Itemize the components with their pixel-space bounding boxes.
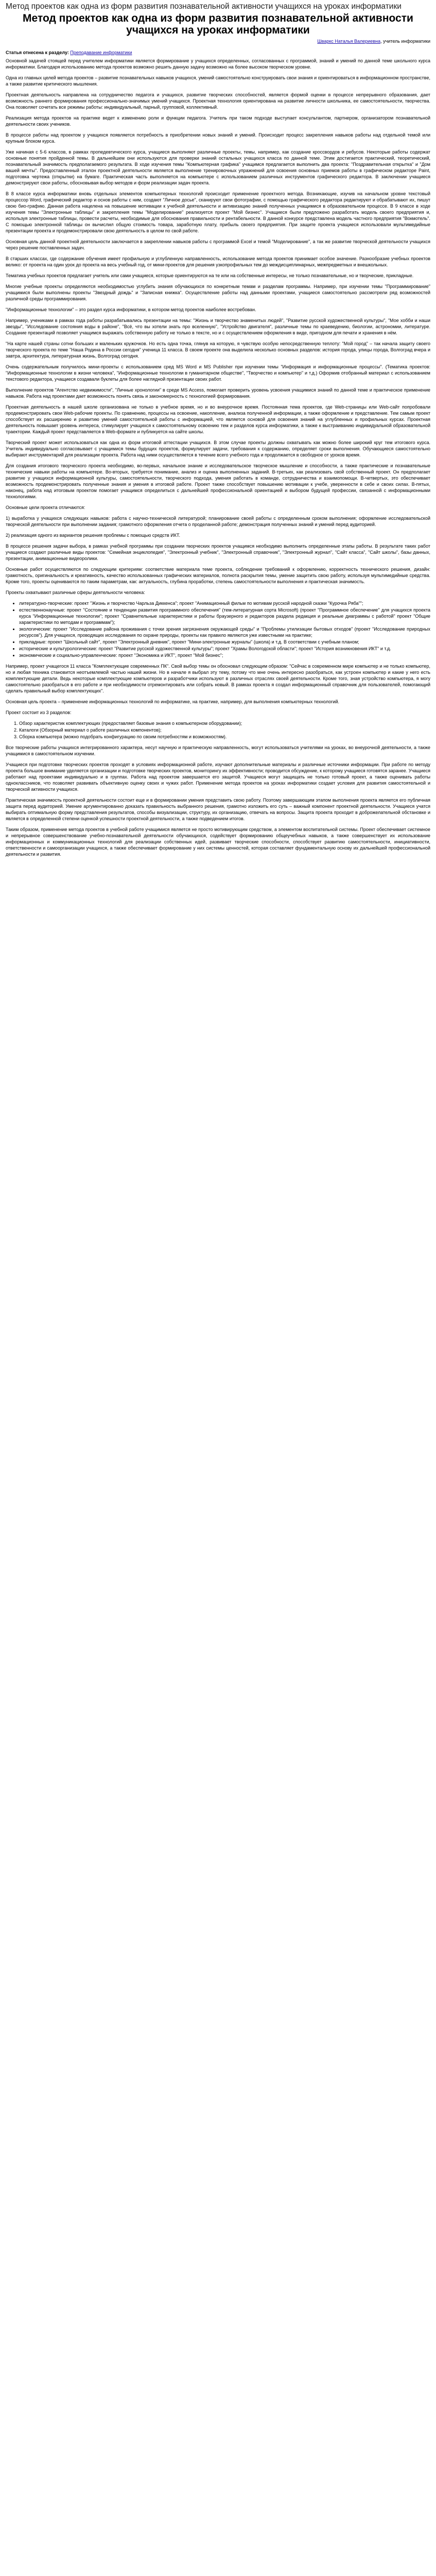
paragraph: Например, учениками в рамках года работы разрабатывались презентации на темы: "Жизнь и творчество знаменитых людей", "Развитие русской художественной культуры", "Мое хобби и наши звезды", "Исследование состояния воды в районе", "Всё, что вы хотели знать про вселенную", "Устройство двигателя", различные темы по краеведению, биологии, астрономии, литературе. Создание презентаций позволяет учащимся выражать собственную работу не только в тексте, но и с осуществлением оформления в виде, пригодном для печати и хранения в нём. — [6, 318, 430, 335]
paragraph: Практическая значимость проектной деятельности состоит еще и в формировании умения представить свою работу. Поэтому завершающим этапом выполнения проекта является его публичная защита перед аудиторией. Умение аргументированно доказать правильность выбранного решения, грамотно изложить его суть – важный компонент проектной деятельности. Учащиеся учатся выбирать оптимальную форму представления результатов, способы визуализации, структуру, их организацию, отвечать на вопросы. Защита проекта проходит в доброжелательной обстановке и является в определенной степени оценкой успешности проектной деятельности, а также подведением итогов. — [6, 798, 430, 821]
list-item: 2. Каталоги (Обзорный материал о работе различных компонентов); — [19, 727, 430, 733]
paragraph: Проектная деятельность в нашей школе организована не только в учебное время, но и во внеурочное время. Постоянная тема проектов, где Web-страницы или Web-сайт попробовали продемонстрировать свои Web-рабочие проекты. По сравнению, процессы на освоение, накопление, анализа полученной информации, а также оформление и представление. Тем самым проект способствует их расширению и развитию умений самостоятельной работы с информацией, что является основой для освоения знаний на углубленных и профильных курсах. Проектная деятельность повышает уровень интереса, стимулирует учащихся к самостоятельному освоению тем и разделов курса информатики, а также к выстраиванию индивидуальной образовательной траектории. Каждый проект представляется в Web-формате и публикуется на сайте школы. — [6, 404, 430, 434]
project-types-list — [6, 600, 430, 658]
paragraph: Таким образом, применение метода проектов в учебной работе учащимися является не просто мотивирующим средством, а элементом воспитательной системы. Проект обеспечивает системное и непрерывное совершенствование учебно-познавательной деятельности обучающихся, содействует формированию общеучебных навыков, а также совершенствует их использование информационных и коммуникационных технологий для реализации собственных идей, развивает творческие способности, способствует развитию самостоятельности, инициативности, ответственности и самоорганизации учащихся, а также обеспечивает формирование у них системы ценностей, которая составляет фундаментальную основу их дальнейшей профессиональной деятельности и развития. — [6, 827, 430, 857]
list-item: • литературно-творческие: проект "Жизнь и творчество Чарльза Диккенса"; проект "Анимационный фильм по мотивам русской народной сказки "Курочка Ряба""; — [19, 600, 430, 606]
paragraph: Одна из главных целей метода проектов – развитие познавательных навыков учащихся, умений самостоятельно конструировать свои знания и ориентироваться в информационном пространстве, а также развитие критического мышления. — [6, 75, 430, 87]
paragraph: В процессе решения задачи выбора, в рамках учебной программы при создании творческих проектов учащимся необходимо выполнить определенные этапы работы. В результате таких работ учащиеся создают различные виды проектов: "Семейная энциклопедия", "Электронный учебник", "Электронный справочник", "Электронный журнал", "Сайт класса", "Сайт школы", базы данных, презентации, анимационные видеоролики. — [6, 544, 430, 561]
author-line — [6, 38, 430, 44]
project-sections-list — [6, 720, 430, 740]
paragraph: 2) реализация одного из вариантов решения проблемы с помощью средств ИКТ. — [6, 533, 181, 538]
paragraph: Тематика учебных проектов предлагает учитель или сами учащиеся, которые ориентируются на те или на собственные интересы, не только познавательные, но и творческие, прикладные. — [6, 273, 414, 278]
paragraph: В старших классах, где содержание обучения имеет профильную и углубленную направленность, использование метода проектов принимает особое значение. Разнообразие учебных проектов велико: от проекта на один урок до проекта на весь учебный год, от мини-проектов для решения узкопрофильных тем до междисциплинарных, межпредметных и внешкольных. — [6, 256, 430, 267]
paragraph: Выполнение проектов "Агентство недвижимости", "Личные хронологии" в среде MS Access, помогает проверить уровень усвоения учащимися знаний по данной теме и практическое применение навыков. Работа над проектами дает возможность понять связь и закономерность с технологией формирования. — [6, 387, 430, 399]
paragraph: Уже начиная с 5-6 классов, в рамках пропедевтического курса, учащиеся выполняют различные проекты, темы, например, как создание кроссвордов и ребусов. Некоторые работы содержат основные понятия пройденной темы. В дальнейшем они используются для проверки знаний остальных учащихся класса по данной теме. Этим достигается практический, теоретический, познавательный значимость предполагаемого результата. В ходе изучения темы "Компьютерная графика" учащимся предлагается выполнить два проекта: "Поздравительная открытка" и "Дом вашей мечты". Предоставленный эталон проектной деятельности является выполнение тренировочных упражнений для освоения основных приемов работы в графическом редакторе Paint, подготовка чертежа (открытки) на бумаге. Практическая часть выполняется на компьютере с использованием различных инструментов графического редактора. В заключении учащиеся демонстрируют свои работы, обосновывая выбор методов и форм реализации задач проекта. — [6, 149, 430, 185]
paragraph: Основной задачей стоящей перед учителем информатики является формирование у учащихся определенных, согласованных с программой, знаний и умений по данной теме школьного курса информатики. Благодаря использованию метода проектов возможно решить данную задачу возможно на более высоком творческом уровне. — [6, 58, 430, 70]
article-title: Метод проектов как одна из форм развития познавательной активности учащихся на уроках информатики — [23, 12, 413, 36]
author-name-link[interactable]: Шваркс Наталья Валериевна — [317, 39, 381, 44]
paragraph: Многие учебные проекты определяются необходимостью углубить знания обучающихся по конкретным темам и разделам программы. Например, при изучении темы "Программирование" учащимися были выполнены проекты "Звездный дождь" и "Записная книжка". Осуществление работы над данными проектами, учащиеся самостоятельно рассмотрели ряд возможностей различной среды программирования. — [6, 284, 430, 301]
list-item: • экономические и социально-управленческие: проект "Экономика и ИКТ", проект "Мой бизнес"; — [19, 652, 430, 658]
paragraph: Например, проект учащегося 11 класса "Комплектующие современных ПК". Свой выбор темы он обосновал следующим образом: "Сейчас в современном мире компьютер и не только компьютер, но и любая техника становится неотъемлемой частью нашей жизни. Но в начале я выбрал эту тему, потому что мне очень интересно разобраться, как устроен компьютер и какие у него есть комплектующие детали. Ведь некоторые комплектующие компьютеров и разработчики используют в различных отраслях своей деятельности. Кроме того, зная устройство компьютера, я могу самостоятельно разобраться в его работе и при необходимости отремонтировать или собрать новый. В рамках проекта я создал информационный справочник для пользователей, помогающий сделать правильный выбор комплектующих". — [6, 664, 430, 693]
paragraph: "Информационные технологии" – это раздел курса информатики, в котором метод проектов наиболее востребован. — [6, 307, 256, 312]
paragraph: Основная цель данной проектной деятельности заключается в закреплении навыков работы с программой Excel и темой "Моделирование", а так же развитие творческой деятельности учащихся через решение поставленных задач. — [6, 239, 430, 250]
paragraph: Для создания итогового творческого проекта необходимо, во-первых, начальное знание и исследовательское творческое мышление и способности, а также практические и познавательные технические навыки работы на компьютере. Во-вторых, требуется понимание, анализ и оценка выполненных заданий. В-третьих, как реализовать свой собственный проект. Он предполагает развитие у учащихся информационной культуры, самостоятельности, творческого подхода, умения работать в команде, сотрудничества и взаимопомощи. В-четвертых, это обеспечивает возможность продемонстрировать полученные знания и умения в итоговой работе. Проект также способствует повышению мотивации к учебе, уверенности в себе и своих силах. В-пятых, наконец, работа над итоговым проектом помогает учащимся определиться с дальнейшей профессиональной ориентацией и выбором будущей профессии, связанной с информационными технологиями. — [6, 463, 430, 499]
paragraph: Проект состоит из 3 разделов: — [6, 710, 72, 715]
paragraph: Учащиеся при подготовке творческих проектов проходят в условиях информационной работе, изучают дополнительные материалы и различные источники информации. При работе по методу проекта большое внимание уделяется организации и подготовке творческих проектов, мониторингу их эффективности; проводится обсуждение, к которому учащиеся готовятся заранее. Учащиеся работают над проектами индивидуально и в группах. Работа над проектом завершается его защитой. Учащиеся могут защищать не только готовый проект, а также оценивать работы одноклассников, что позволяет развивать объективную оценку своих и чужих работ. Применение метода проектов на уроках информатики создает условия для развития самостоятельной и творческой активности учащихся. — [6, 762, 430, 792]
paragraph: Творческий проект может использоваться как одна из форм итоговой аттестации учащихся. В этом случае проекты должны охватывать как можно более широкий круг тем итогового курса. Учитель индивидуально согласовывает с учащимися темы будущих проектов, формулирует задачи, требования к содержанию, определяет сроки выполнения. Обучающиеся самостоятельно выбирают инструментарий для реализации проекта. Работа над ними осуществляется в течение всего учебного года и продолжается в свободное от уроков время. — [6, 440, 430, 457]
paragraph: В процессе работы над проектом у учащихся появляется потребность в приобретении новых знаний и умений. Происходит процесс закрепления навыков работы над отдельной темой или крупным блоком курса. — [6, 132, 430, 144]
section-link[interactable]: Преподавание информатики — [70, 50, 132, 55]
list-item: 3. Сборка компьютера (можно подобрать конфигурацию по своим потребностям и возможностям). — [19, 734, 430, 740]
section-label: Статья отнесена к разделу: — [6, 50, 69, 55]
list-item: • исторические и культурологические: проект "Развитие русской художественной культуры"; проект "Храмы Вологодской области"; проект "История возникновения ИКТ" и т.д. — [19, 646, 430, 652]
paragraph: В 8 классе курса информатики вновь отдельных элементов компьютерных технологий происходит применение проектного метода. Возникающие, изучив на начальном уровне текстовый процессор Word, графический редактор и основ работы с ним, создают "Личное досье", сканируют свои фотографии, с помощью графического редактора редактируют и обрабатывают их, пишут свою био-графию. Данная работа нацелена на повышение мотивации к учебной деятельности и активизацию знаний полученных учащимися в образовательном процессе. В 9 классе в ходе изучения темы "Электронные таблицы" и закрепления темы "Моделирование" реализуется проект "Мой бизнес". Учащиеся были предложено разработать модель своего предприятия и, используя электронные таблицы, провести расчеты, необходимые для обоснования правильности и рентабельности. В данной конкурсе представлена модель частного предприятия "Вокмотель". С помощью электронной таблицы он вычислил общую стоимость товара, заработную плату, прибыль своего предприятия. При защите проекта учащиеся использовали мультимедийные презентации проекта и продемонстрировали свою деятельность в целом по свой работе. — [6, 191, 430, 233]
section-line — [6, 49, 430, 56]
list-item: • естественнонаучные: проект "Состояние и тенденции развития программного обеспечения" (тем-литературная сорта Microsoft) (проект "Программное обеспечение" для учащихся проекта курса "Информационные технологии"; проект "Сравнительные характеристики и работы браузерного и редакторов раздела редакция и реальные диаграммы с работой" проект "Общие характеристики по методам и программам"); — [19, 607, 430, 625]
paragraph: "На карте нашей страны сотни больших и маленьких кружочков. Но есть одна точка, глянув на которую, я чувствую особую непосредственную теплоту: "Мой город" – так начала защиту своего творческого проекта по теме "Наша Родина в России сегодня" ученица 11 класса. В своем проекте она выделила несколько основных разделов: история города, улицы города, Волгоград вчера и завтра, архитектура, литературная жизнь, Волгоград сегодня. — [6, 341, 430, 359]
paragraph: 1) выработка у учащихся следующих навыков: работа с научно-технической литературой; планирование своей работы с определенным сроком выполнения; оформление исследовательской творческой деятельности при выполнении задания; грамотного оформления отчета о проделанной работе; демонстрация полученных знаний и умений перед аудиторией. — [6, 516, 430, 527]
paragraph: Все творческие работы учащихся интегрированного характера, несут научную и практическую направленность, могут использоваться учителями на уроках, во внеурочной деятельности, а также учащимися в самостоятельном изучении. — [6, 745, 430, 756]
paragraph: Очень содержательным получилось мини-проекты с использованием сред MS Word и MS Publisher при изучении темы "Информация и информационные процессы". (Тематика проектов: "Информационные технологии в жизни человека", "Информационные технологии в гуманитарном обществе", "Творчество и компьютер" и т.д.) Оформив отобранный материал с использованием текстового редактора, учащиеся создавали буклеты для более наглядной презентации своих работ. — [6, 364, 430, 382]
page-tab-title: Метод проектов как одна из форм развития познавательной активности учащихся на уроках информатики — [6, 2, 402, 11]
paragraph: Проекты охватывают различные сферы деятельности человека: — [6, 590, 145, 595]
list-item: • прикладные: проект "Школьный сайт", проект "Электронный дневник", проект "Мини-электронные журналы" (школа) и т.д. В соответствии с учебным планом; — [19, 639, 430, 645]
paragraph: Основные работ осуществляются по следующим критериям: соответствие материала теме проекта, соблюдение требований к оформлению, корректность технического решения, дизайн: грамотность, оригинальность и креативность, качество использованных графических материалов, полнота раскрытия темы, умение защитить свою работу, используя мультимедийные средства. Кроме того, проекты оцениваются по таким параметрам, как: актуальность, глубина проработки, степень самостоятельности выполнения и практическая значимость. — [6, 567, 430, 584]
paragraph: Проектная деятельность направлена на сотрудничество педагога и учащихся, развитие творческих способностей, является формой оценки в процессе непрерывного образования, дает возможность раннего формирования профессионально-значимых умений учащихся. Проектная технология ориентирована на развитие личности школьника, ее самостоятельности, творчества. Она позволяет сочетать все режимы работы: индивидуальный, парный, групповой, коллективный. — [6, 92, 430, 110]
list-item: 1. Обзор характеристик комплектующих (предоставляет базовые знания о компьютерном оборудовании); — [19, 720, 430, 726]
paragraph: Реализация метода проектов на практике ведет к изменению роли и функции педагога. Учитель при таком подходе выступает консультантом, партнером, организатором познавательной деятельности своих учеников. — [6, 115, 430, 127]
paragraph: Основная цель проекта – применение информационных технологий по информатике, на практике, например, для выполнения компьютерных технологий. — [6, 699, 340, 704]
list-item: • экологические: проект "Исследование района проживания с точки зрения загрязнения окружающей среды" и "Проблемы утилизации бытовых отходов" (проект "Исследование природных ресурсов"). Для учащихся, проводящих исследования по охране природы, проекты как правило являются уже известными на практике; — [19, 626, 430, 638]
author-role: , учитель информатики — [380, 39, 430, 44]
paragraph: Основные цели проекта отличаются: — [6, 505, 85, 510]
article-page — [0, 0, 436, 867]
